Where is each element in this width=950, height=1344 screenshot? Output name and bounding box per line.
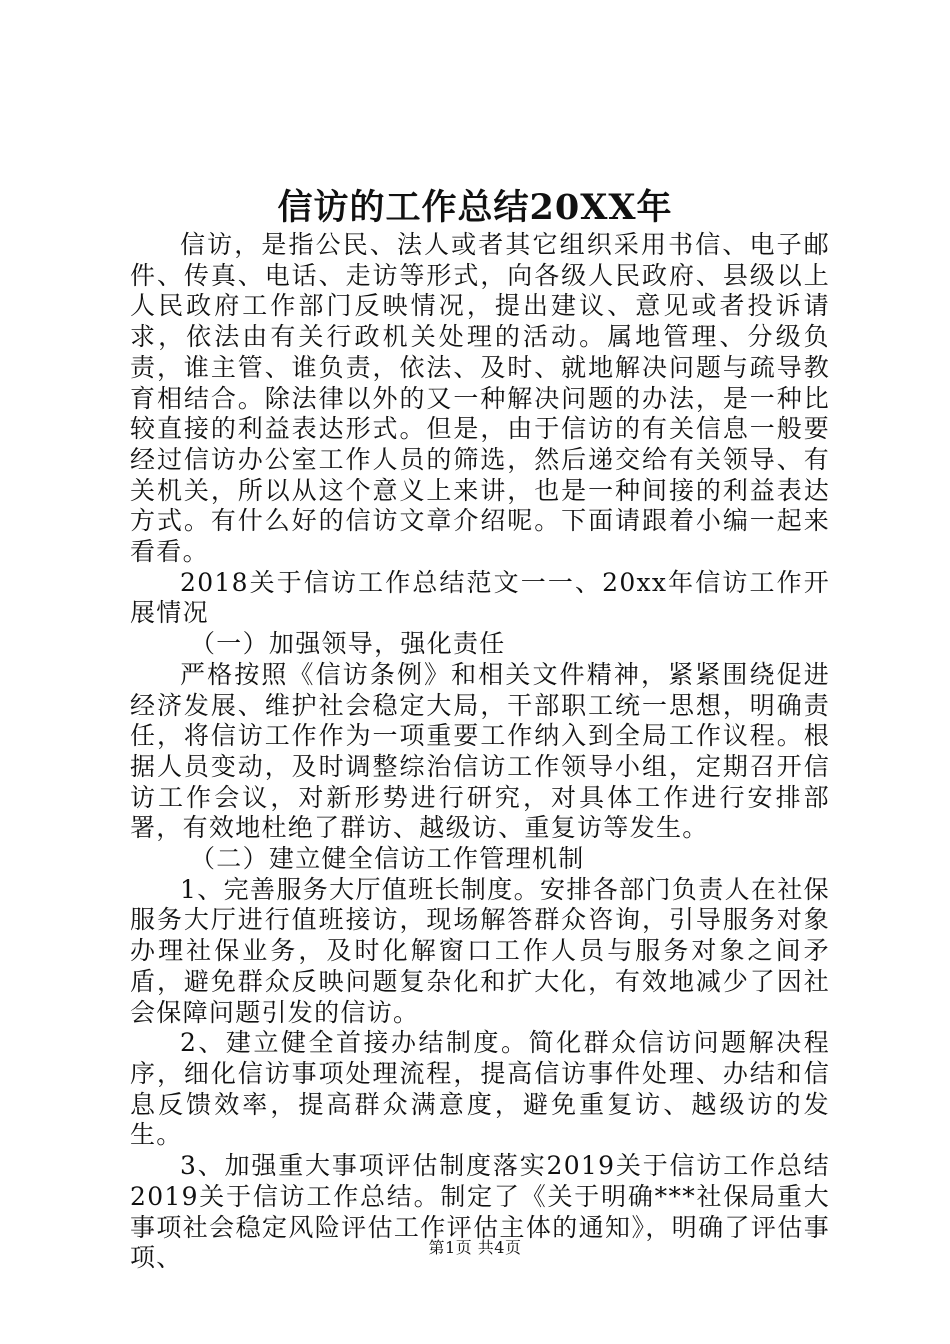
paragraph-item-3: 3、加强重大事项评估制度落实2019关于信访工作总结2019关于信访工作总结。制定了《关于明确***社保局重大事项社会稳定风险评估工作评估主体的通知》，明确了评估事项、 <box>130 1151 830 1273</box>
paragraph-item-1: 1、完善服务大厅值班长制度。安排各部门负责人在社保服务大厅进行值班接访，现场解答群众咨询，引导服务对象办理社保业务，及时化解窗口工作人员与服务对象之间矛盾，避免群众反映问题复杂化和扩大化，有效地减少了因社会保障问题引发的信访。 <box>130 874 830 1027</box>
paragraph-item-2: 2、建立健全首接办结制度。简化群众信访问题解决程序，细化信访事项处理流程，提高信访事件处理、办结和信息反馈效率，提高群众满意度，避免重复访、越级访的发生。 <box>130 1028 830 1150</box>
document-title: 信访的工作总结20XX年 <box>277 187 673 228</box>
page-number: 第1页 共4页 <box>428 1238 522 1257</box>
subheading-mechanism: （二）建立健全信访工作管理机制 <box>190 844 585 874</box>
paragraph-intro: 信访，是指公民、法人或者其它组织采用书信、电子邮件、传真、电话、走访等形式，向各级人民政府、县级以上人民政府工作部门反映情况，提出建议、意见或者投诉请求，依法由有关行政机关处理的活动。属地管理、分级负责，谁主管、谁负责，依法、及时、就地解决问题与疏导教育相结合。除法律以外的又一种解决问题的办法，是一种比较直接的利益表达形式。但是，由于信访的有关信息一般要经过信访办公室工作人员的筛选，然后递交给有关领导、有关机关，所以从这个意义上来讲，也是一种间接的利益表达方式。有什么好的信访文章介绍呢。下面请跟着小编一起来看看。 <box>130 230 830 567</box>
document-body <box>130 230 830 1274</box>
subheading-leadership: （一）加强领导，强化责任 <box>190 629 506 659</box>
paragraph-section-heading: 2018关于信访工作总结范文一一、20xx年信访工作开展情况 <box>130 567 830 628</box>
paragraph-leadership: 严格按照《信访条例》和相关文件精神，紧紧围绕促进经济发展、维护社会稳定大局，干部职工统一思想，明确责任，将信访工作作为一项重要工作纳入到全局工作议程。根据人员变动，及时调整综治信访工作领导小组，定期召开信访工作会议，对新形势进行研究，对具体工作进行安排部署，有效地杜绝了群访、越级访、重复访等发生。 <box>130 659 830 843</box>
